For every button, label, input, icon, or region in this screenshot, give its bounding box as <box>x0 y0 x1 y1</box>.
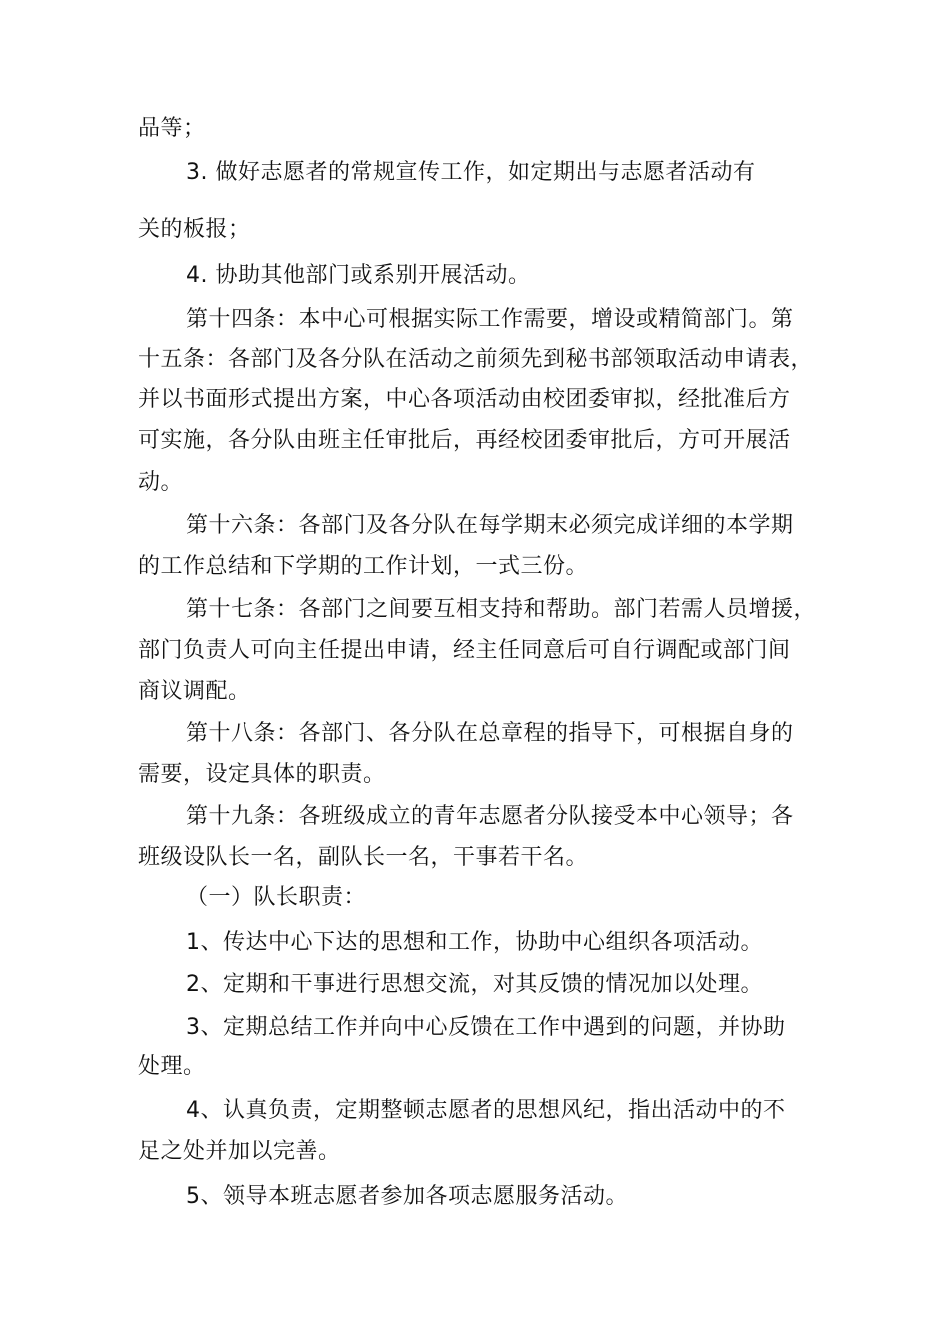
list-item: 2、定期和干事进行思想交流，对其反馈的情况加以处理。 <box>186 972 763 997</box>
list-item: 3、定期总结工作并向中心反馈在工作中遇到的问题，并协助 <box>186 1015 786 1040</box>
list-item: 5、领导本班志愿者参加各项志愿服务活动。 <box>186 1184 628 1209</box>
text-line: 处理。 <box>138 1054 206 1079</box>
text-line: 需要，设定具体的职责。 <box>138 762 386 787</box>
text-line: 动。 <box>138 470 184 495</box>
text-line: 并以书面形式提出方案，中心各项活动由校团委审拟，经批准后方 <box>138 387 791 412</box>
list-item: 1、传达中心下达的思想和工作，协助中心组织各项活动。 <box>186 930 763 955</box>
text-line: 3. 做好志愿者的常规宣传工作，如定期出与志愿者活动有 <box>186 160 756 185</box>
text-line: 品等； <box>138 116 206 141</box>
text-line: 第十四条：本中心可根据实际工作需要，增设或精简部门。第 <box>186 307 794 332</box>
text-line: 第十七条：各部门之间要互相支持和帮助。部门若需人员增援， <box>186 597 817 622</box>
text-line: 关的板报； <box>138 217 251 242</box>
text-line: 班级设队长一名，副队长一名，干事若干名。 <box>138 845 589 870</box>
text-line: 第十六条：各部门及各分队在每学期末必须完成详细的本学期 <box>186 513 794 538</box>
text-line: 的工作总结和下学期的工作计划，一式三份。 <box>138 554 589 579</box>
section-heading: （一）队长职责： <box>186 885 367 910</box>
text-line: 可实施，各分队由班主任审批后，再经校团委审批后，方可开展活 <box>138 428 791 453</box>
text-line: 足之处并加以完善。 <box>138 1139 341 1164</box>
text-line: 第十九条：各班级成立的青年志愿者分队接受本中心领导；各 <box>186 804 794 829</box>
text-line: 部门负责人可向主任提出申请，经主任同意后可自行调配或部门间 <box>138 638 791 663</box>
text-line: 4. 协助其他部门或系别开展活动。 <box>186 263 531 288</box>
text-line: 十五条：各部门及各分队在活动之前须先到秘书部领取活动申请表， <box>138 347 814 372</box>
text-line: 商议调配。 <box>138 679 251 704</box>
text-line: 第十八条：各部门、各分队在总章程的指导下，可根据自身的 <box>186 721 794 746</box>
list-item: 4、认真负责，定期整顿志愿者的思想风纪，指出活动中的不 <box>186 1098 786 1123</box>
